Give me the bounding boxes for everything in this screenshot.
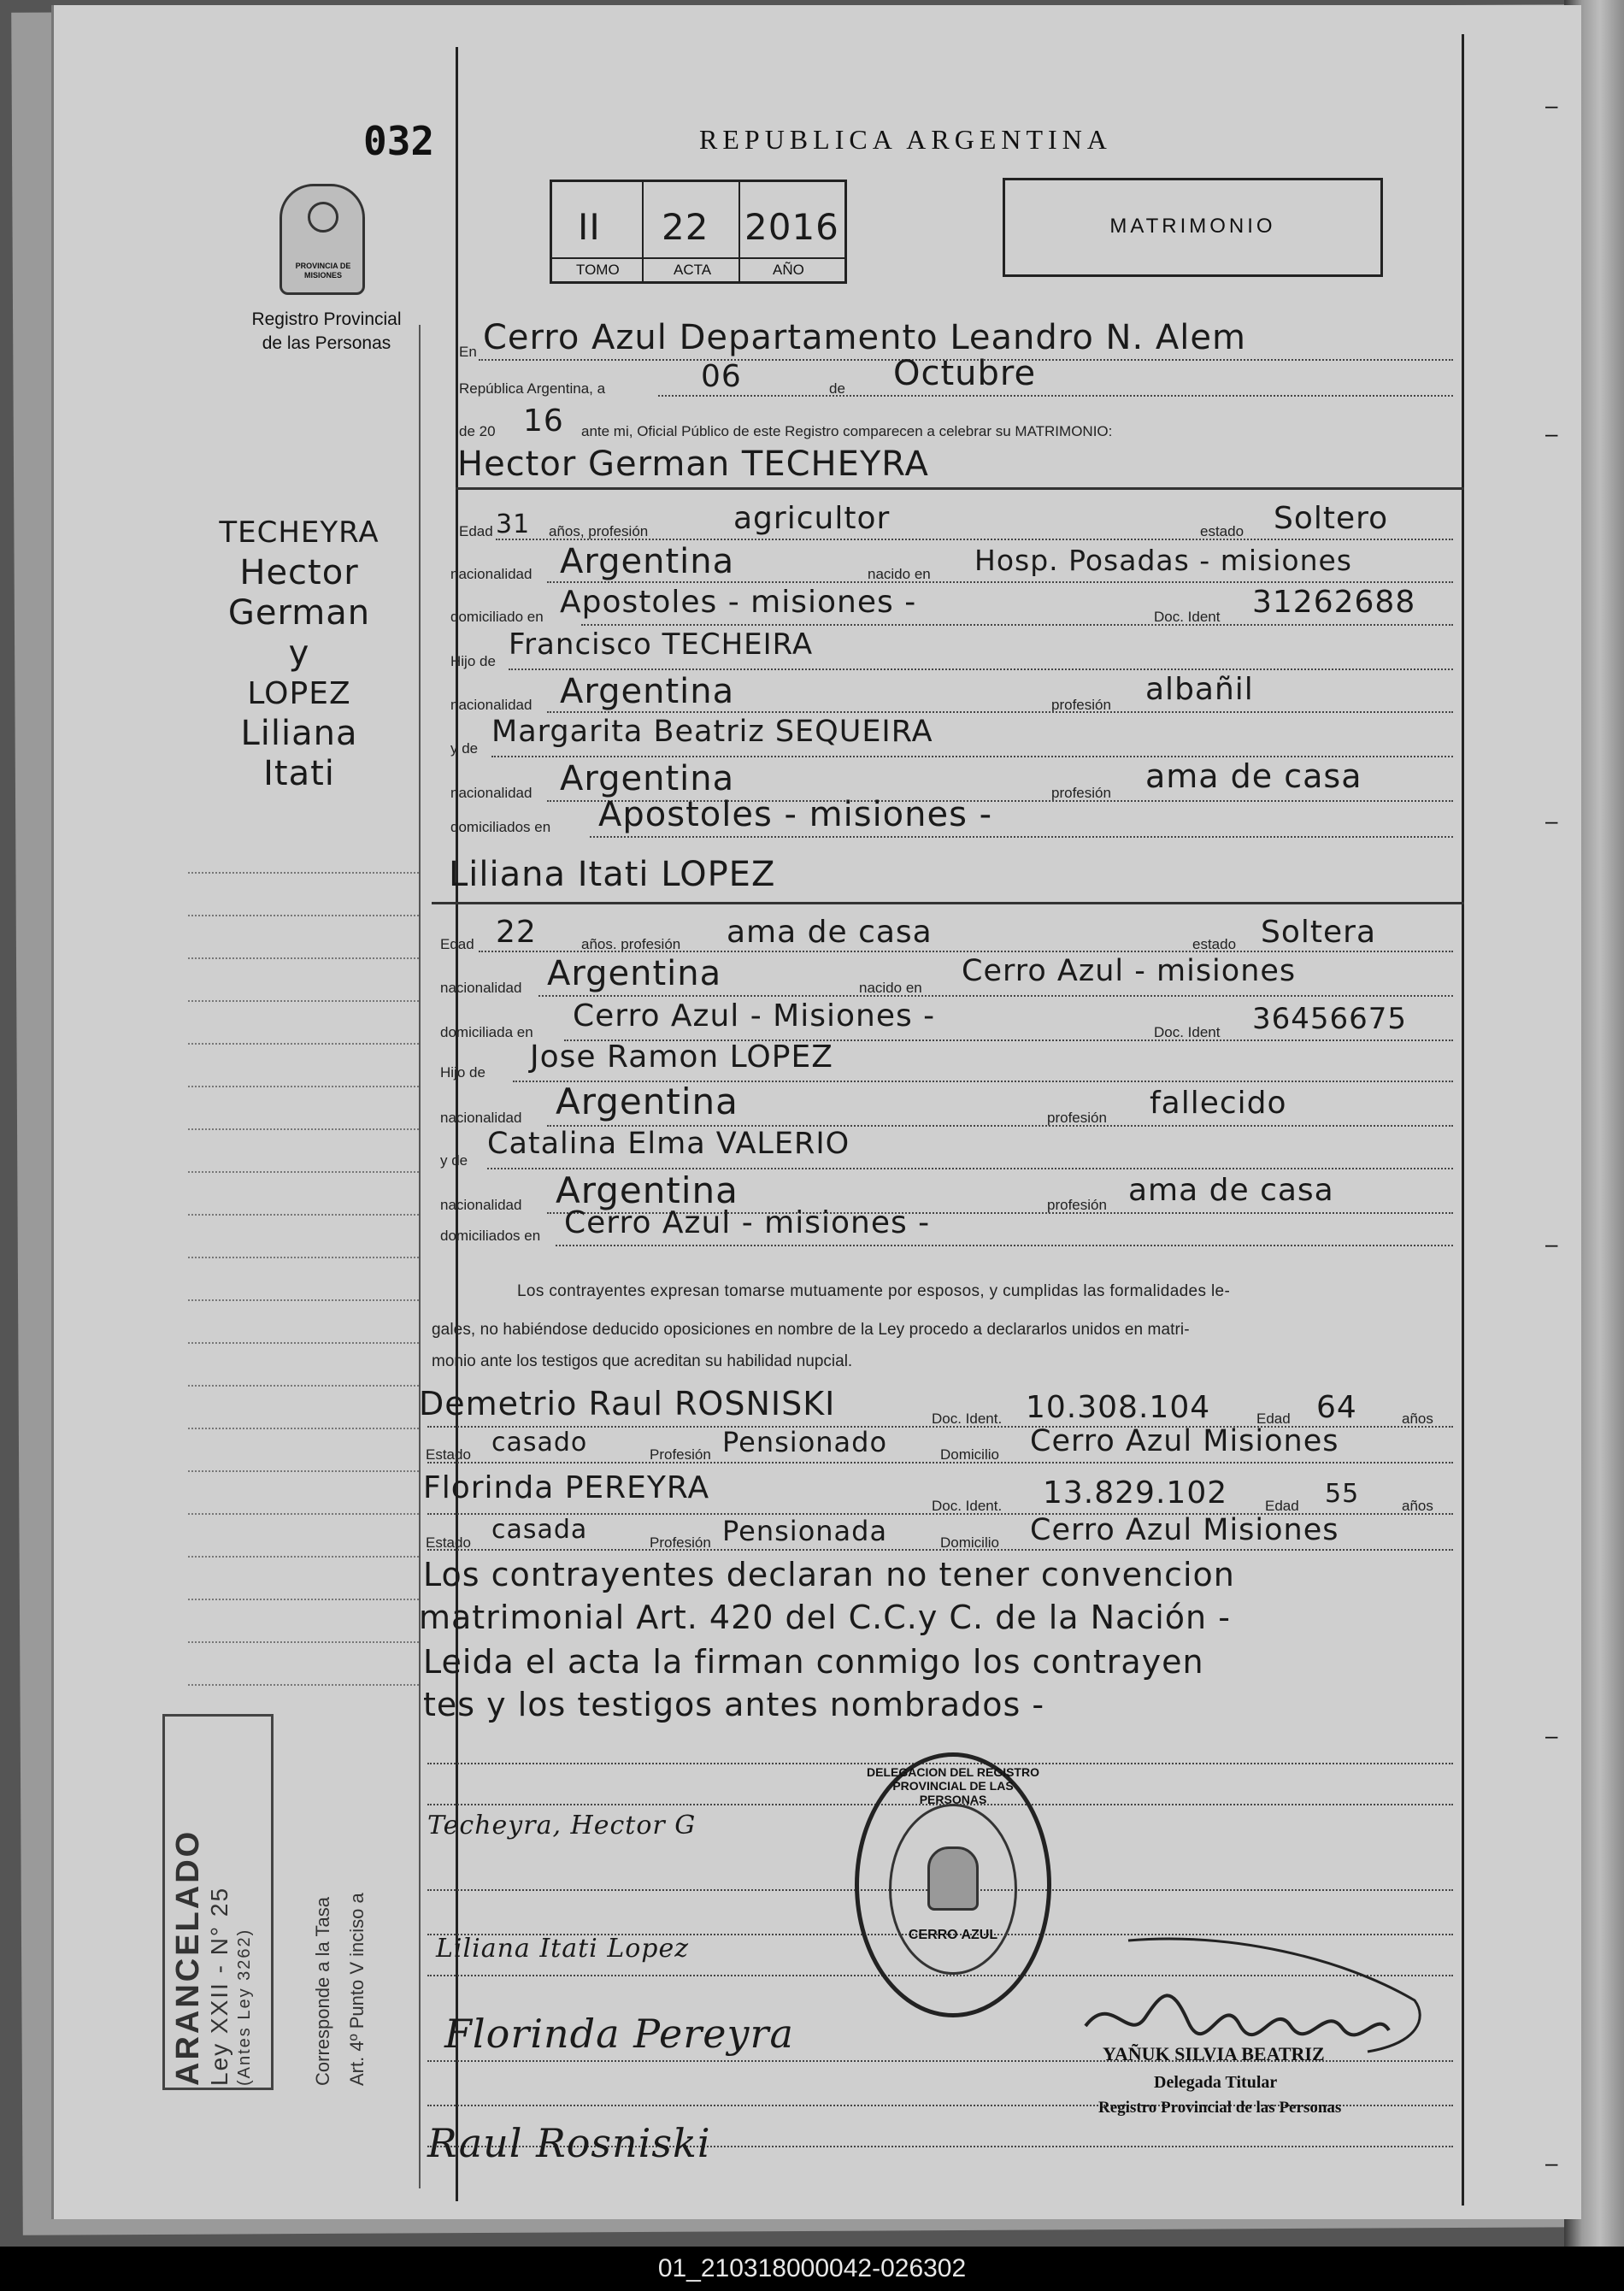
groom-nac-label: nacionalidad <box>450 566 533 582</box>
anio-label: AÑO <box>773 262 804 278</box>
intro-text: ante mi, Oficial Público de este Registro comparecen a celebrar su MATRIMONIO: <box>581 423 1113 439</box>
bride-madre-prof-label: profesión <box>1047 1197 1107 1213</box>
record-number: 032 <box>363 118 435 164</box>
tomo-value: II <box>578 206 601 248</box>
bride-padre-nac: Argentina <box>556 1081 738 1122</box>
groom-anios-label: años, profesión <box>549 523 649 539</box>
groom-nac: Argentina <box>560 542 735 581</box>
groom-madre-prof-label: profesión <box>1051 785 1111 801</box>
bride-padre-nac-label: nacionalidad <box>440 1110 522 1126</box>
day: 06 <box>701 359 742 394</box>
witness1-anios-label: años <box>1402 1411 1433 1427</box>
emblem-label: PROVINCIA DE MISIONES <box>295 262 351 280</box>
edge-mark: – <box>1545 92 1558 118</box>
groom-estado: Soltero <box>1274 501 1389 536</box>
groom-dom: Apostoles - misiones - <box>560 585 917 620</box>
bride-nacido: Cerro Azul - misiones <box>962 954 1297 988</box>
groom-nacido: Hosp. Posadas - misiones <box>974 544 1352 577</box>
country-title: REPUBLICA ARGENTINA <box>699 124 1112 155</box>
bride-hijo-label: Hijo de <box>440 1064 485 1081</box>
fee-stamp-tax: Corresponde a la Tasa <box>312 1897 333 2086</box>
margin-column-line <box>419 325 421 2188</box>
seal-emblem-icon <box>927 1846 979 1911</box>
note-line-1: Los contrayentes declaran no tener convencion <box>423 1556 1235 1593</box>
signature-groom: Techeyra, Hector G <box>427 1811 697 1840</box>
groom-profesion: agricultor <box>733 501 891 536</box>
groom-madre-prof: ama de casa <box>1145 757 1362 795</box>
bride-nac-label: nacionalidad <box>440 980 522 996</box>
groom-name: Hector German TECHEYRA <box>457 445 929 484</box>
note-line-3: Leida el acta la firman conmigo los contrayen <box>423 1643 1204 1681</box>
witness2-edad: 55 <box>1325 1479 1360 1509</box>
year-suffix: 16 <box>523 403 564 439</box>
groom-dom-label: domiciliado en <box>450 609 544 625</box>
en-label: En <box>459 344 477 360</box>
bride-nacido-label: nacido en <box>859 980 922 996</box>
witness1-prof-label: Profesión <box>650 1446 711 1463</box>
groom-padres-dom: Apostoles - misiones - <box>598 795 993 834</box>
image-caption: 01_210318000042-026302 <box>0 2247 1624 2291</box>
groom-doc-label: Doc. Ident <box>1154 609 1221 625</box>
bride-madre-prof: ama de casa <box>1128 1173 1334 1208</box>
groom-padre-nac-label: nacionalidad <box>450 697 533 713</box>
signature-bride: Liliana Itati Lopez <box>436 1934 690 1964</box>
emblem-sun-icon <box>308 202 338 233</box>
groom-edad-label: Edad <box>459 523 493 539</box>
witness2-estado: casada <box>491 1515 588 1545</box>
edge-mark: – <box>1545 1231 1558 1257</box>
bride-edad-label: Edad <box>440 936 474 952</box>
groom-padre: Francisco TECHEIRA <box>509 627 814 662</box>
bride-anios-label: años. profesión <box>581 936 681 952</box>
margin-line-3: German <box>227 593 371 633</box>
edge-mark: – <box>1545 808 1558 833</box>
note-line-2: matrimonial Art. 420 del C.C.y C. de la Nación - <box>419 1599 1231 1636</box>
fee-stamp-old-law: (Antes Ley 3262) <box>235 1928 254 2086</box>
witness1-edad: 64 <box>1316 1390 1357 1425</box>
witness2-anios-label: años <box>1402 1498 1433 1514</box>
acta-label: ACTA <box>674 262 712 278</box>
groom-hijo-label: Hijo de <box>450 653 496 669</box>
bride-padres-dom: Cerro Azul - misiones - <box>564 1205 931 1240</box>
fee-stamp-title: ARANCELADO <box>170 1829 206 2086</box>
bride-name: Liliana Itati LOPEZ <box>449 855 776 894</box>
edge-mark: – <box>1545 1723 1558 1748</box>
witness2-name: Florinda PEREYRA <box>423 1470 710 1505</box>
groom-madre-nac-label: nacionalidad <box>450 785 533 801</box>
edge-mark: – <box>1545 421 1558 446</box>
groom-padre-prof: albañil <box>1145 672 1254 707</box>
edge-mark: – <box>1545 2150 1558 2176</box>
bride-padres-dom-label: domiciliados en <box>440 1228 541 1244</box>
bride-estado: Soltera <box>1261 915 1377 950</box>
right-frame-line <box>1462 34 1464 2206</box>
witness1-estado-label: Estado <box>426 1446 471 1463</box>
groom-edad: 31 <box>496 509 531 539</box>
year-prefix: de 20 <box>459 423 496 439</box>
groom-madre-nac: Argentina <box>560 759 735 798</box>
witness2-prof: Pensionada <box>722 1515 888 1547</box>
registry-name-2: de las Personas <box>262 333 391 353</box>
official-role: Delegada Titular <box>1154 2073 1278 2092</box>
month: Octubre <box>893 354 1037 393</box>
de-label: de <box>829 380 845 397</box>
bride-dom: Cerro Azul - Misiones - <box>573 998 936 1034</box>
official-office: Registro Provincial de las Personas <box>1098 2099 1342 2117</box>
anio-value: 2016 <box>744 206 839 248</box>
signature-witness2: Florinda Pereyra <box>444 2011 794 2057</box>
margin-line-1: TECHEYRA <box>219 515 380 550</box>
witness2-estado-label: Estado <box>426 1534 471 1551</box>
bride-profesion: ama de casa <box>727 915 933 950</box>
bride-doc: 36456675 <box>1252 1002 1408 1036</box>
bride-padre-prof-label: profesión <box>1047 1110 1107 1126</box>
bride-estado-label: estado <box>1192 936 1237 952</box>
bride-nac: Argentina <box>547 954 722 993</box>
groom-estado-label: estado <box>1200 523 1244 539</box>
margin-names <box>179 513 419 794</box>
seal-inner-text: CERRO AZUL <box>908 1928 998 1942</box>
witness2-edad-label: Edad <box>1265 1498 1299 1514</box>
groom-padres-dom-label: domiciliados en <box>450 819 551 835</box>
official-signature-scribble <box>1060 1923 1436 2060</box>
tomo-label: TOMO <box>576 262 620 278</box>
witness1-doc-label: Doc. Ident. <box>932 1411 1003 1427</box>
witness2-dom: Cerro Azul Misiones <box>1030 1513 1339 1547</box>
witness1-dom-label: Domicilio <box>940 1446 999 1463</box>
groom-doc: 31262688 <box>1252 585 1416 620</box>
witness1-dom: Cerro Azul Misiones <box>1030 1424 1339 1458</box>
fee-stamp-article: Art. 4º Punto V inciso a <box>346 1893 368 2086</box>
witness2-doc: 13.829.102 <box>1043 1475 1228 1511</box>
witness1-name: Demetrio Raul ROSNISKI <box>419 1385 836 1422</box>
place: Cerro Azul Departamento Leandro N. Alem <box>483 318 1246 357</box>
margin-line-4: y <box>288 633 310 673</box>
groom-padre-prof-label: profesión <box>1051 697 1111 713</box>
declaration-line-1: Los contrayentes expresan tomarse mutuamente por esposos, y cumplidas las formalidades le- <box>517 1282 1231 1300</box>
bride-madre: Catalina Elma VALERIO <box>487 1127 850 1161</box>
declaration-line-3: monio ante los testigos que acreditan su habilidad nupcial. <box>432 1352 853 1370</box>
witness2-doc-label: Doc. Ident. <box>932 1498 1003 1514</box>
registry-name-1: Registro Provincial <box>251 309 402 329</box>
republica-label: República Argentina, a <box>459 380 606 397</box>
fee-stamp-law: Ley XXII - N° 25 <box>206 1886 232 2086</box>
bride-edad: 22 <box>496 915 537 950</box>
acta-value: 22 <box>662 206 709 248</box>
margin-line-2: Hector <box>239 553 359 592</box>
witness2-prof-label: Profesión <box>650 1534 711 1551</box>
bride-yde-label: y de <box>440 1152 468 1169</box>
record-id-box <box>550 180 847 284</box>
seal-text: DELEGACION DEL REGISTRO PROVINCIAL DE LAS PERSONAS <box>867 1765 1039 1806</box>
bride-madre-nac: Argentina <box>556 1169 738 1211</box>
groom-nacido-label: nacido en <box>868 566 931 582</box>
signature-witness1: Raul Rosniski <box>427 2120 711 2166</box>
note-line-4: tes y los testigos antes nombrados - <box>423 1686 1045 1723</box>
margin-line-6: Liliana <box>240 714 358 753</box>
groom-padre-nac: Argentina <box>560 672 735 711</box>
margin-line-7: Itati <box>263 754 335 793</box>
declaration-line-2: gales, no habiéndose deducido oposiciones en nombre de la Ley procedo a declararlos unidos en matri- <box>432 1321 1190 1339</box>
official-name: YAÑUK SILVIA BEATRIZ <box>1103 2043 1325 2064</box>
witness1-prof: Pensionado <box>722 1426 888 1458</box>
witness1-doc: 10.308.104 <box>1026 1390 1211 1425</box>
groom-madre: Margarita Beatriz SEQUEIRA <box>491 715 933 749</box>
bride-padre: Jose Ramon LOPEZ <box>530 1039 833 1075</box>
witness1-estado: casado <box>491 1428 588 1458</box>
witness2-dom-label: Domicilio <box>940 1534 999 1551</box>
fee-stamp <box>162 1714 274 2090</box>
groom-yde-label: y de <box>450 740 479 757</box>
margin-line-5: LOPEZ <box>247 676 351 711</box>
witness1-edad-label: Edad <box>1256 1411 1291 1427</box>
province-emblem <box>279 184 365 295</box>
bride-madre-nac-label: nacionalidad <box>440 1197 522 1213</box>
record-type-box <box>1003 178 1383 277</box>
bride-doc-label: Doc. Ident <box>1154 1024 1221 1040</box>
record-type: MATRIMONIO <box>1109 215 1276 238</box>
bride-padre-prof: fallecido <box>1150 1086 1287 1121</box>
bride-dom-label: domiciliada en <box>440 1024 533 1040</box>
